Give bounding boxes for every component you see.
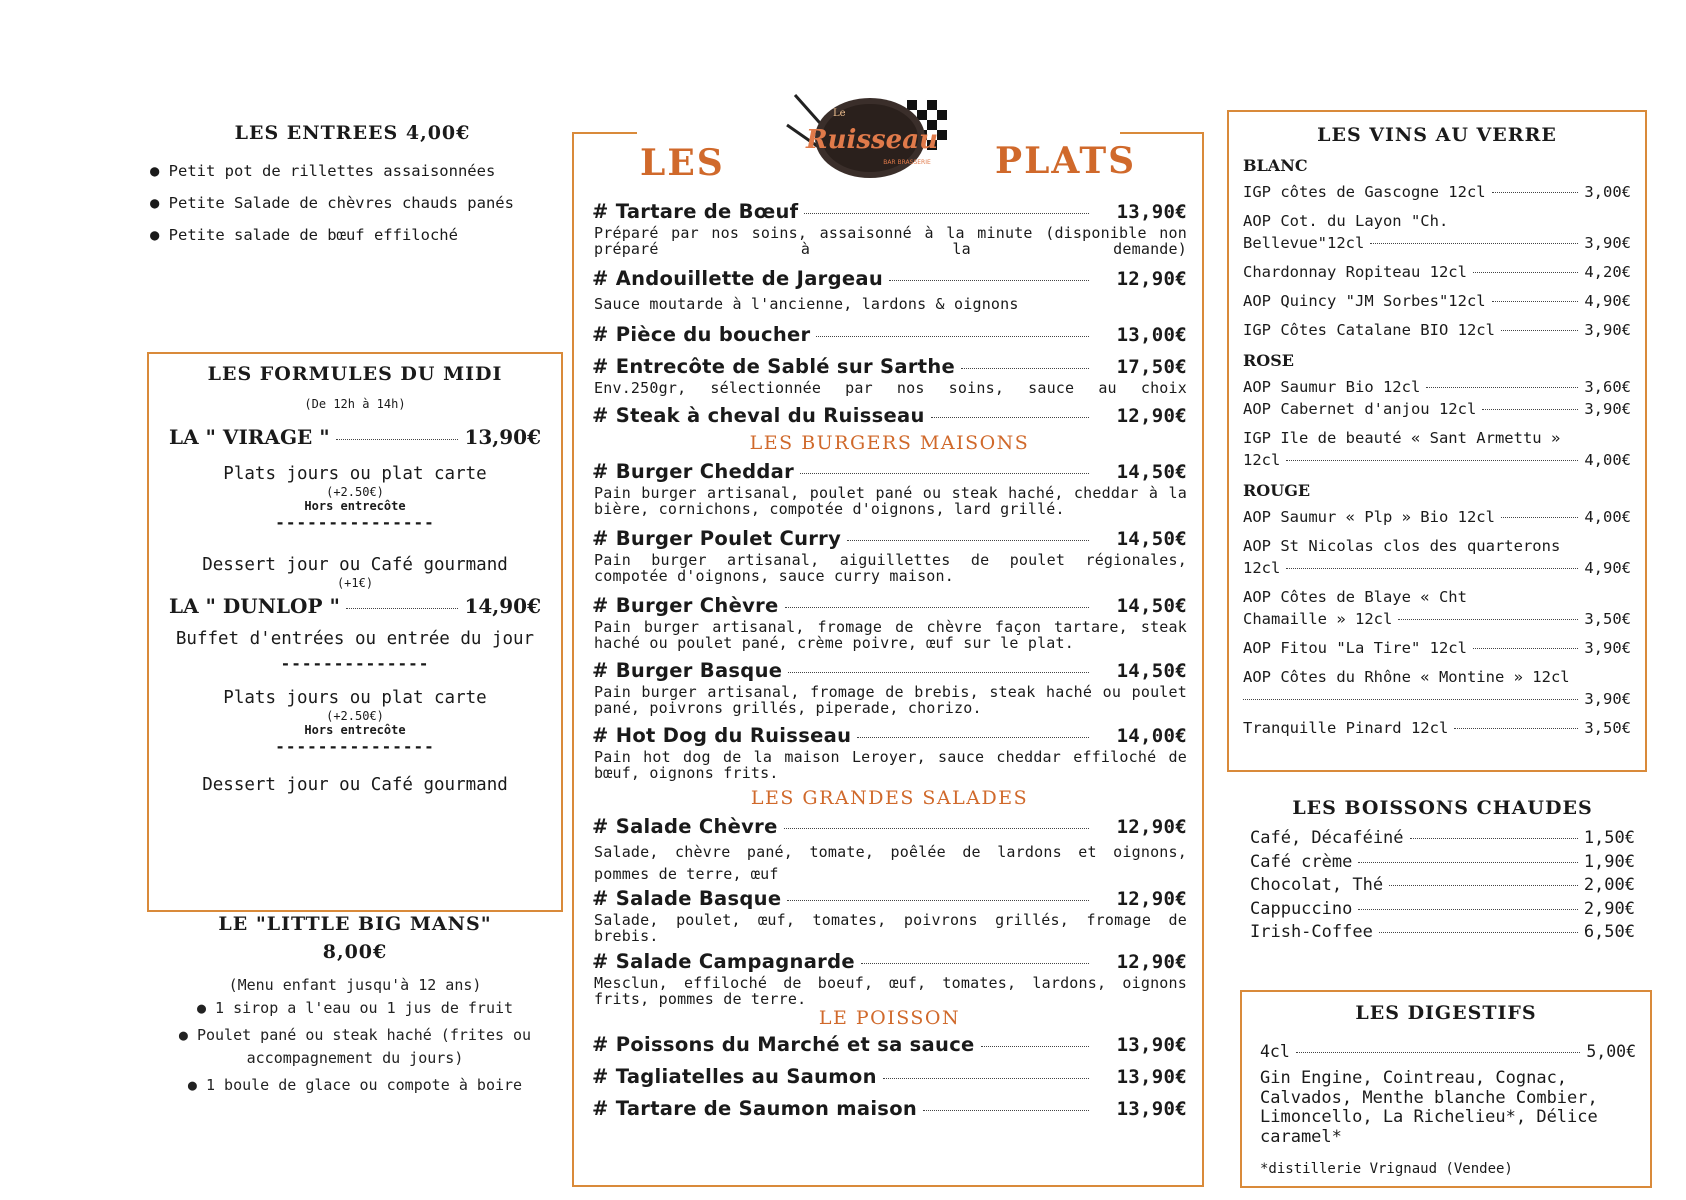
formule-virage: LA " VIRAGE " 13,90€ bbox=[169, 425, 541, 449]
wine-row: AOP Saumur Bio 12cl 3,60€ bbox=[1243, 378, 1631, 396]
vins-category: ROSE bbox=[1243, 351, 1294, 370]
dish-description: Préparé par nos soins, assaisonné à la minute (disponible non préparé à la demande) bbox=[594, 224, 1187, 258]
dish-row: # Andouillette de Jargeau 12,90€ bbox=[592, 267, 1187, 290]
wine-row: AOP Quincy "JM Sorbes"12cl 4,90€ bbox=[1243, 292, 1631, 310]
formule-supplement: (+2.50€) bbox=[326, 709, 384, 723]
formule-note: Hors entrecôte bbox=[304, 723, 406, 737]
dish-row: # Tagliatelles au Saumon 13,90€ bbox=[592, 1065, 1187, 1088]
svg-text:Le: Le bbox=[833, 108, 846, 119]
entree-item: ● Petite salade de bœuf effiloché bbox=[150, 226, 458, 244]
dish-row: # Steak à cheval du Ruisseau 12,90€ bbox=[592, 404, 1187, 427]
kids-menu-item: ● Poulet pané ou steak haché (frites ou accompagnement du jours) bbox=[178, 1026, 532, 1067]
dish-description: Salade, poulet, œuf, tomates, poivrons grillés, fromage de brebis. bbox=[594, 911, 1187, 945]
entrees-title: LES ENTREES 4,00€ bbox=[234, 122, 471, 144]
wine-row: AOP Cabernet d'anjou 12cl 3,90€ bbox=[1243, 400, 1631, 418]
dish-description: Mesclun, effiloché de boeuf, œuf, tomates, lardons, oignons frits, pommes de terre. bbox=[594, 974, 1187, 1008]
divider: -------------- bbox=[280, 654, 430, 673]
dish-row: # Poissons du Marché et sa sauce 13,90€ bbox=[592, 1033, 1187, 1056]
plats-list bbox=[592, 200, 1187, 1123]
drink-row: Irish-Coffee 6,50€ bbox=[1250, 922, 1635, 942]
wine-name: AOP Cot. du Layon "Ch. bbox=[1243, 212, 1449, 230]
vins-category: ROUGE bbox=[1243, 481, 1311, 500]
kids-menu-age: (Menu enfant jusqu'à 12 ans) bbox=[228, 976, 482, 994]
wine-row: IGP côtes de Gascogne 12cl 3,00€ bbox=[1243, 183, 1631, 201]
wine-row: AOP Saumur « Plp » Bio 12cl 4,00€ bbox=[1243, 508, 1631, 526]
vins-category: BLANC bbox=[1243, 156, 1308, 175]
entree-item: ● Petite Salade de chèvres chauds panés bbox=[150, 194, 514, 212]
poisson-title: LE POISSON bbox=[818, 1007, 961, 1029]
formule-supplement: (+2.50€) bbox=[326, 485, 384, 499]
boissons-chaudes-section bbox=[1250, 797, 1635, 945]
formule-line: Buffet d'entrées ou entrée du jour bbox=[175, 629, 535, 649]
plats-title-right: PLATS bbox=[995, 140, 1137, 182]
dish-description: Pain burger artisanal, aiguillettes de poulet régionales, compotée d'oignons, sauce curry maison. bbox=[594, 551, 1187, 585]
burgers-title: LES BURGERS MAISONS bbox=[749, 432, 1030, 454]
boissons-chaudes-title: LES BOISSONS CHAUDES bbox=[1292, 797, 1593, 819]
dish-description: Pain burger artisanal, fromage de chèvre façon tartare, steak haché ou poulet pané, crème poivre, œuf sur le plat. bbox=[594, 618, 1187, 652]
dish-description: Salade, chèvre pané, tomate, poêlée de lardons et oignons, pommes de terre, œuf bbox=[594, 843, 1187, 883]
entrees-section bbox=[150, 122, 545, 258]
wine-row: 3,90€ bbox=[1243, 688, 1631, 710]
dish-row: # Hot Dog du Ruisseau 14,00€ bbox=[592, 724, 1187, 747]
digestif-price-row: 4cl 5,00€ bbox=[1260, 1042, 1636, 1061]
kids-menu-item: ● 1 sirop a l'eau ou 1 jus de fruit bbox=[196, 999, 514, 1017]
wine-row: IGP Côtes Catalane BIO 12cl 3,90€ bbox=[1243, 321, 1631, 339]
drink-row: Cappuccino 2,90€ bbox=[1250, 898, 1635, 919]
digestifs-box bbox=[1240, 990, 1652, 1188]
divider: --------------- bbox=[275, 737, 435, 756]
formule-line: Plats jours ou plat carte bbox=[223, 688, 487, 708]
formule-note: Hors entrecôte bbox=[304, 499, 406, 513]
salades-title: LES GRANDES SALADES bbox=[750, 787, 1029, 809]
dish-description: Sauce moutarde à l'ancienne, lardons & oignons bbox=[594, 295, 1019, 313]
dish-row: # Salade Campagnarde 12,90€ bbox=[592, 950, 1187, 973]
dish-row: # Tartare de Saumon maison 13,90€ bbox=[592, 1097, 1187, 1120]
wine-name: AOP Côtes de Blaye « Cht bbox=[1243, 588, 1467, 606]
wine-row: Chardonnay Ropiteau 12cl 4,20€ bbox=[1243, 263, 1631, 281]
vins-box bbox=[1227, 110, 1647, 772]
dish-row: # Salade Chèvre 12,90€ bbox=[592, 815, 1187, 838]
formule-supplement: (+1€) bbox=[336, 576, 374, 590]
wine-row: Bellevue"12cl 3,90€ bbox=[1243, 234, 1631, 252]
dish-row: # Burger Cheddar 14,50€ bbox=[592, 460, 1187, 483]
digestifs-note: *distillerie Vrignaud (Vendee) bbox=[1260, 1161, 1513, 1177]
vins-title: LES VINS AU VERRE bbox=[1317, 124, 1557, 146]
wine-row: 12cl 4,00€ bbox=[1243, 451, 1631, 469]
wine-name: AOP Côtes du Rhône « Montine » 12cl bbox=[1243, 668, 1570, 686]
dish-description: Pain burger artisanal, fromage de brebis, steak haché ou poulet pané, poivrons grillés, piperade, chorizo. bbox=[594, 683, 1187, 717]
formule-line: Dessert jour ou Café gourmand bbox=[202, 555, 508, 575]
drink-row: Café crème 1,90€ bbox=[1250, 851, 1635, 872]
dish-row: # Salade Basque 12,90€ bbox=[592, 887, 1187, 910]
wine-row: Tranquille Pinard 12cl 3,50€ bbox=[1243, 719, 1631, 737]
dish-row: # Burger Basque 14,50€ bbox=[592, 659, 1187, 682]
drink-row: Café, Décaféiné 1,50€ bbox=[1250, 828, 1635, 848]
divider: --------------- bbox=[275, 513, 435, 532]
kids-menu-item: ● 1 boule de glace ou compote à boire bbox=[187, 1076, 523, 1094]
formule-line: Dessert jour ou Café gourmand bbox=[202, 775, 508, 795]
drink-row: Chocolat, Thé 2,00€ bbox=[1250, 875, 1635, 895]
plats-title-left: LES bbox=[640, 142, 725, 184]
formules-hours: (De 12h à 14h) bbox=[304, 397, 406, 411]
wine-name: AOP St Nicolas clos des quarterons bbox=[1243, 537, 1561, 555]
wine-name: IGP Ile de beauté « Sant Armettu » bbox=[1243, 429, 1561, 447]
digestifs-title: LES DIGESTIFS bbox=[1355, 1002, 1537, 1024]
dish-description: Pain hot dog de la maison Leroyer, sauce cheddar effiloché de bœuf, oignons frits. bbox=[594, 748, 1187, 782]
entree-item: ● Petit pot de rillettes assaisonnées bbox=[150, 162, 496, 180]
ruisseau-logo bbox=[775, 80, 970, 190]
dish-row: # Burger Poulet Curry 14,50€ bbox=[592, 527, 1187, 550]
dish-description: Pain burger artisanal, poulet pané ou steak haché, cheddar à la bière, cornichons, compotée d'oignons, lard grillé. bbox=[594, 484, 1187, 518]
digestifs-list: Gin Engine, Cointreau, Cognac, Calvados, Menthe blanche Combier, Limoncello, La Richelieu*, Délice caramel* bbox=[1260, 1068, 1598, 1147]
dish-row: # Pièce du boucher 13,00€ bbox=[592, 322, 1187, 346]
formule-dunlop: LA " DUNLOP " 14,90€ bbox=[169, 594, 541, 618]
wine-row: Chamaille » 12cl 3,50€ bbox=[1243, 610, 1631, 628]
formule-line: Plats jours ou plat carte bbox=[223, 464, 487, 484]
formules-title: LES FORMULES DU MIDI bbox=[207, 363, 503, 385]
kids-menu-title: LE "LITTLE BIG MANS" bbox=[218, 913, 492, 935]
wine-row: AOP Fitou "La Tire" 12cl 3,90€ bbox=[1243, 639, 1631, 657]
kids-menu-price: 8,00€ bbox=[322, 941, 388, 963]
svg-text:Ruisseau: Ruisseau bbox=[806, 125, 938, 155]
kids-menu-section bbox=[150, 910, 560, 1097]
dish-row: # Tartare de Bœuf 13,90€ bbox=[592, 200, 1187, 223]
dish-row: # Entrecôte de Sablé sur Sarthe 17,50€ bbox=[592, 354, 1187, 378]
dish-row: # Burger Chèvre 14,50€ bbox=[592, 594, 1187, 617]
formules-box bbox=[147, 352, 563, 912]
svg-text:BAR BRASSERIE: BAR BRASSERIE bbox=[883, 159, 931, 166]
dish-description: Env.250gr, sélectionnée par nos soins, sauce au choix bbox=[594, 378, 1187, 397]
wine-row: 12cl 4,90€ bbox=[1243, 559, 1631, 577]
